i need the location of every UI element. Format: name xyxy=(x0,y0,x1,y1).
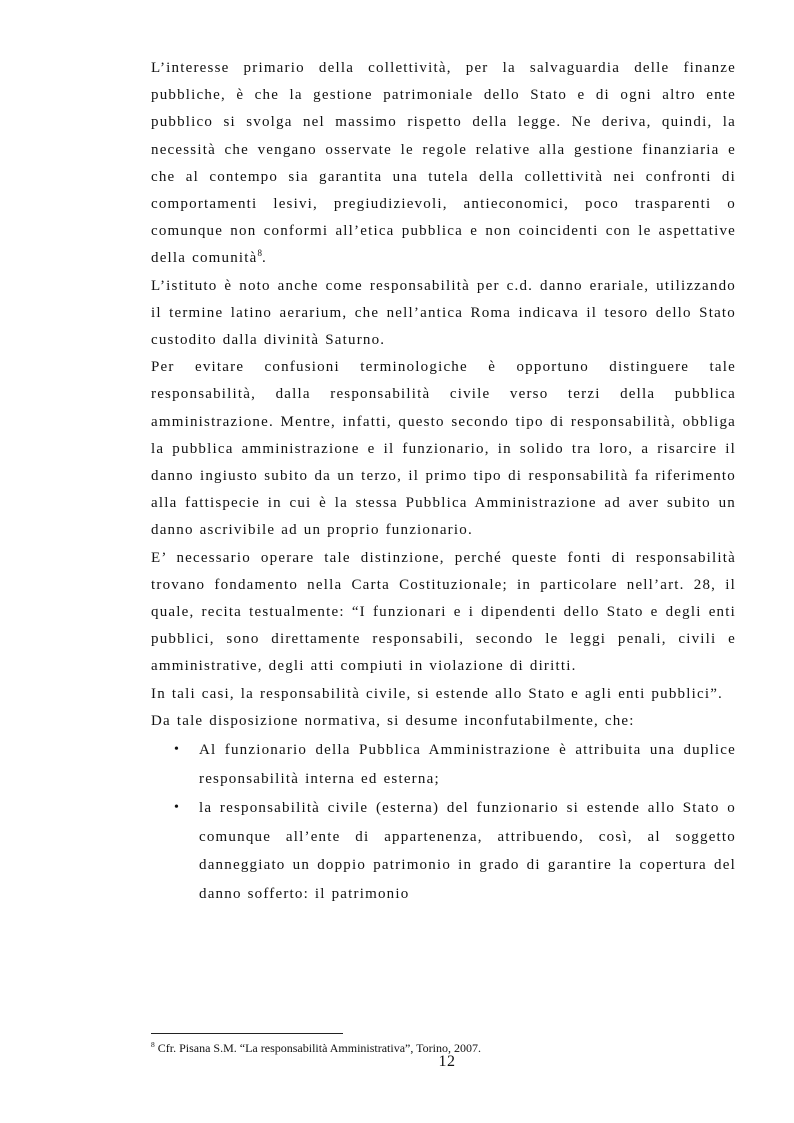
paragraph-3: Per evitare confusioni terminologiche è opportuno distinguere tale responsabilità, dalla responsabilità civile verso terzi della pubblica amministrazione. Mentre, infatti, questo secondo tipo di responsabilità, obbliga la pubblica amministrazione e il funzionario, in solido tra loro, a risarcire il danno ingiusto subito da un terzo, il primo tipo di responsabilità fa riferimento alla fattispecie in cui è la stessa Pubblica Amministrazione ad aver subito un danno ascrivibile ad un proprio funzionario. xyxy=(151,359,736,539)
paragraph-1-end: . xyxy=(262,250,267,267)
list-item-text: Al funzionario della Pubblica Amministrazione è attribuita una duplice responsabilità interna ed esterna; xyxy=(199,742,736,787)
bullet-icon: • xyxy=(174,742,181,758)
paragraph-1-text: L’interesse primario della collettività, per la salvaguardia delle finanze pubbliche, è che la gestione patrimoniale dello Stato e di ogni altro ente pubblico si svolga nel massimo rispetto della legge. Ne deriva, quindi, la necessità che vengano osservate le regole relative alla gestione finanziaria e che al contempo sia garantita una tutela della collettività nei confronti di comportamenti lesivi, pregiudizievoli, antieconomici, poco trasparenti o comunque non conformi all’etica pubblica e non coincidenti con le aspettative della comunità xyxy=(151,60,736,267)
footnote-reference[interactable]: 8 xyxy=(257,248,263,259)
paragraph-1 xyxy=(151,55,736,273)
page-number: 12 xyxy=(438,1053,456,1070)
paragraph-4: E’ necessario operare tale distinzione, perché queste fonti di responsabilità trovano fondamento nella Carta Costituzionale; in particolare nell’art. 28, il quale, recita testualmente: “I funzionari e i dipendenti dello Stato e degli enti pubblici, sono direttamente responsabili, secondo le leggi penali, civili e amministrative, degli atti compiuti in violazione di diritti. xyxy=(151,549,736,675)
list-item-text: la responsabilità civile (esterna) del funzionario si estende allo Stato o comunque all’ente di appartenenza, attribuendo, così, al soggetto danneggiato un doppio patrimonio in grado di garantire la copertura del danno sofferto: il patrimonio xyxy=(199,800,736,902)
bullet-icon: • xyxy=(174,800,181,816)
list-item xyxy=(151,794,736,908)
paragraph-2: L’istituto è noto anche come responsabilità per c.d. danno erariale, utilizzando il termine latino aerarium, che nell’antica Roma indicava il tesoro dello Stato custodito dalla divinità Saturno. xyxy=(151,277,736,349)
paragraph-6: Da tale disposizione normativa, si desume inconfutabilmente, che: xyxy=(151,712,635,729)
footnote-number: 8 xyxy=(151,1040,155,1049)
footnote-divider xyxy=(151,1033,343,1034)
body-text xyxy=(151,55,736,908)
bullet-list xyxy=(151,736,736,908)
paragraph-5: In tali casi, la responsabilità civile, si estende allo Stato e agli enti pubblici”. xyxy=(151,685,724,702)
list-item xyxy=(151,736,736,793)
footnote-text: Cfr. Pisana S.M. “La responsabilità Amministrativa”, Torino, 2007. xyxy=(154,1041,481,1055)
